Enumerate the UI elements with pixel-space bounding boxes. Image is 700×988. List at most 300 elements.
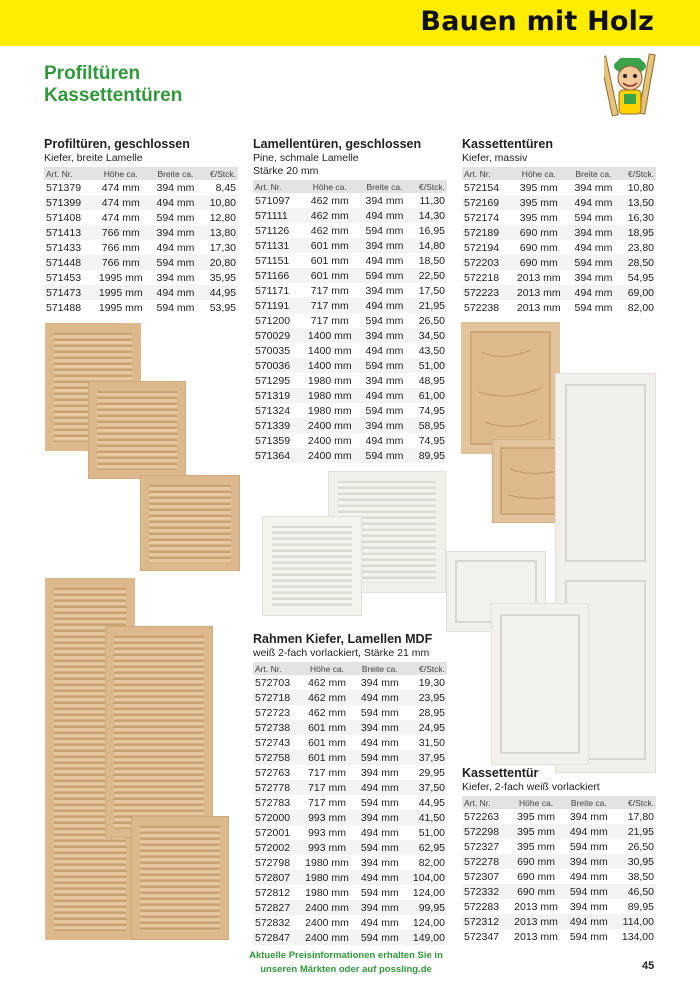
breite-cell: 394 mm bbox=[365, 284, 404, 297]
table-row bbox=[462, 285, 656, 300]
table-row bbox=[253, 855, 447, 870]
art-nr-cell: 572278 bbox=[462, 854, 508, 869]
table-row bbox=[44, 255, 238, 270]
footer-note-line1: Aktuelle Preisinformationen erhalten Sie in bbox=[249, 950, 443, 961]
table-row bbox=[253, 388, 447, 403]
col-hoehe: Höhe ca. bbox=[508, 796, 564, 809]
col-breite: Breite ca. bbox=[355, 662, 404, 675]
col-hoehe: Höhe ca. bbox=[510, 167, 568, 180]
table-row bbox=[44, 210, 238, 225]
table-header bbox=[44, 167, 238, 180]
col-art: Art. Nr. bbox=[253, 180, 301, 193]
art-nr-cell: 571200 bbox=[255, 314, 291, 327]
art-nr-cell: 572723 bbox=[255, 706, 291, 719]
art-nr-cell: 571364 bbox=[253, 448, 301, 463]
hoehe-cell: 766 mm bbox=[101, 241, 140, 254]
breite-cell: 394 mm bbox=[569, 900, 608, 913]
preis-cell: 124,00 bbox=[412, 886, 445, 899]
section-profiltueren bbox=[44, 136, 238, 315]
art-nr-cell: 572347 bbox=[464, 930, 500, 943]
hoehe-cell: 1980 mm bbox=[301, 388, 359, 403]
breite-cell: 494 mm bbox=[365, 344, 404, 357]
table-row bbox=[44, 195, 238, 210]
table-row bbox=[44, 285, 238, 300]
hoehe-cell: 395 mm bbox=[519, 181, 558, 194]
breite-cell: 394 mm bbox=[564, 854, 613, 869]
art-nr-cell: 571126 bbox=[255, 224, 290, 237]
art-nr-cell: 571359 bbox=[255, 434, 291, 447]
art-nr-cell: 572000 bbox=[253, 810, 299, 825]
breite-cell: 594 mm bbox=[574, 211, 613, 224]
table-header bbox=[253, 662, 447, 675]
art-nr-cell: 572154 bbox=[464, 181, 500, 194]
hoehe-cell: 1400 mm bbox=[301, 358, 359, 373]
table-row bbox=[253, 885, 447, 900]
breite-cell: 594 mm bbox=[360, 706, 399, 719]
breite-cell: 494 mm bbox=[359, 388, 410, 403]
preis-cell: 11,30 bbox=[419, 194, 445, 207]
art-nr-cell: 571319 bbox=[253, 388, 301, 403]
preis-cell: 61,00 bbox=[410, 388, 447, 403]
preis-cell: 43,50 bbox=[418, 344, 445, 357]
table-row bbox=[462, 929, 656, 944]
hoehe-cell: 2400 mm bbox=[299, 930, 355, 945]
preis-cell: 16,95 bbox=[418, 224, 445, 237]
preis-cell: 22,50 bbox=[410, 268, 447, 283]
table-header bbox=[462, 167, 656, 180]
table-row bbox=[462, 270, 656, 285]
col-breite: Breite ca. bbox=[150, 167, 201, 180]
breite-cell: 394 mm bbox=[360, 766, 399, 779]
preis-cell: 46,50 bbox=[613, 884, 656, 899]
preis-cell: 34,50 bbox=[410, 328, 447, 343]
hoehe-cell: 1400 mm bbox=[307, 344, 352, 357]
preis-cell: 124,00 bbox=[412, 916, 445, 929]
breite-cell: 494 mm bbox=[150, 195, 201, 210]
breite-cell: 394 mm bbox=[359, 238, 410, 253]
pine-louvre-door-bottom-image bbox=[131, 816, 229, 940]
preis-cell: 29,95 bbox=[418, 766, 445, 779]
art-nr-cell: 572263 bbox=[464, 810, 500, 823]
art-nr-cell: 571166 bbox=[253, 268, 301, 283]
art-nr-cell: 572743 bbox=[255, 736, 291, 749]
art-nr-cell: 572223 bbox=[462, 285, 510, 300]
section-title: Kassettentüren bbox=[462, 137, 553, 151]
hoehe-cell: 690 mm bbox=[517, 870, 555, 883]
preis-cell: 37,50 bbox=[404, 780, 447, 795]
section-subtitle: Kiefer, 2-fach weiß vorlackiert bbox=[462, 781, 600, 793]
preis-cell: 37,95 bbox=[404, 750, 447, 765]
preis-cell: 13,80 bbox=[201, 225, 238, 240]
art-nr-cell: 572763 bbox=[255, 766, 291, 779]
art-nr-cell: 571379 bbox=[46, 181, 82, 194]
art-nr-cell: 572798 bbox=[255, 856, 291, 869]
table-row bbox=[253, 328, 447, 343]
preis-cell: 134,00 bbox=[621, 930, 654, 943]
art-nr-cell: 572738 bbox=[253, 720, 299, 735]
table-row bbox=[253, 268, 447, 283]
art-nr-cell: 572307 bbox=[464, 870, 500, 883]
hoehe-cell: 2400 mm bbox=[299, 900, 355, 915]
art-nr-cell: 572718 bbox=[253, 690, 299, 705]
table-row bbox=[44, 240, 238, 255]
hoehe-cell: 717 mm bbox=[299, 780, 355, 795]
preis-cell: 26,50 bbox=[627, 840, 654, 853]
breite-cell: 594 mm bbox=[360, 886, 399, 899]
hoehe-cell: 717 mm bbox=[310, 284, 349, 297]
carpenter-mascot-icon bbox=[604, 48, 656, 124]
breite-cell: 494 mm bbox=[365, 434, 404, 447]
hoehe-cell: 601 mm bbox=[301, 268, 359, 283]
section-subtitle: weiß 2-fach vorlackiert, Stärke 21 mm bbox=[253, 647, 430, 659]
table-header bbox=[253, 180, 447, 193]
art-nr-cell: 571295 bbox=[255, 374, 291, 387]
table-row bbox=[253, 765, 447, 780]
breite-cell: 394 mm bbox=[574, 181, 613, 194]
preis-cell: 38,50 bbox=[627, 870, 654, 883]
table-row bbox=[253, 915, 447, 930]
art-nr-cell: 572283 bbox=[464, 900, 500, 913]
breite-cell: 494 mm bbox=[568, 285, 619, 300]
table-row bbox=[462, 255, 656, 270]
hoehe-cell: 2013 mm bbox=[516, 301, 561, 314]
section-title: Rahmen Kiefer, Lamellen MDF bbox=[253, 632, 433, 646]
hoehe-cell: 690 mm bbox=[519, 241, 558, 254]
art-nr-cell: 572189 bbox=[462, 225, 510, 240]
art-nr-cell: 572174 bbox=[464, 211, 500, 224]
art-nr-cell: 570036 bbox=[253, 358, 301, 373]
breite-cell: 394 mm bbox=[360, 676, 399, 689]
breite-cell: 394 mm bbox=[359, 328, 410, 343]
breite-cell: 394 mm bbox=[574, 271, 613, 284]
hoehe-cell: 462 mm bbox=[299, 690, 355, 705]
hoehe-cell: 717 mm bbox=[301, 298, 359, 313]
col-art: Art. Nr. bbox=[44, 167, 92, 180]
table-row bbox=[462, 180, 656, 195]
art-nr-cell: 572847 bbox=[253, 930, 299, 945]
table-row bbox=[253, 283, 447, 298]
breite-cell: 494 mm bbox=[564, 914, 613, 929]
hoehe-cell: 395 mm bbox=[508, 824, 564, 839]
art-nr-cell: 572832 bbox=[255, 916, 291, 929]
table-row bbox=[253, 448, 447, 463]
col-preis: €/Stck. bbox=[404, 662, 447, 675]
preis-cell: 41,50 bbox=[404, 810, 447, 825]
art-nr-cell: 572203 bbox=[462, 255, 510, 270]
hoehe-cell: 1995 mm bbox=[98, 271, 143, 284]
hoehe-cell: 462 mm bbox=[310, 194, 349, 207]
art-nr-cell: 571171 bbox=[255, 284, 290, 297]
preis-cell: 104,00 bbox=[404, 870, 447, 885]
table-header bbox=[462, 796, 656, 809]
footer-note bbox=[232, 949, 460, 977]
table-row bbox=[462, 210, 656, 225]
hoehe-cell: 2400 mm bbox=[305, 916, 349, 929]
table-row bbox=[253, 193, 447, 208]
table-row bbox=[253, 810, 447, 825]
white-louvre-door-front-image bbox=[262, 516, 362, 616]
breite-cell: 494 mm bbox=[156, 241, 195, 254]
preis-cell: 10,80 bbox=[627, 181, 654, 194]
art-nr-cell: 571413 bbox=[44, 225, 92, 240]
breite-cell: 494 mm bbox=[150, 285, 201, 300]
preis-cell: 89,95 bbox=[410, 448, 447, 463]
price-table bbox=[462, 796, 656, 944]
price-table bbox=[44, 167, 238, 315]
art-nr-cell: 572327 bbox=[464, 840, 500, 853]
art-nr-cell: 571453 bbox=[46, 271, 82, 284]
hoehe-cell: 993 mm bbox=[299, 810, 355, 825]
breite-cell: 394 mm bbox=[359, 418, 410, 433]
table-row bbox=[462, 240, 656, 255]
table-row bbox=[253, 840, 447, 855]
art-nr-cell: 572312 bbox=[462, 914, 508, 929]
table-row bbox=[253, 403, 447, 418]
breite-cell: 594 mm bbox=[156, 211, 195, 224]
preis-cell: 44,95 bbox=[418, 796, 445, 809]
preis-cell: 24,95 bbox=[404, 720, 447, 735]
table-row bbox=[44, 225, 238, 240]
preis-cell: 14,80 bbox=[410, 238, 447, 253]
preis-cell: 13,50 bbox=[619, 195, 656, 210]
section-subtitle-2: Stärke 20 mm bbox=[253, 165, 319, 177]
hoehe-cell: 2013 mm bbox=[508, 914, 564, 929]
hoehe-cell: 2400 mm bbox=[307, 434, 352, 447]
hoehe-cell: 601 mm bbox=[299, 720, 355, 735]
breite-cell: 494 mm bbox=[574, 241, 613, 254]
art-nr-cell: 571111 bbox=[253, 208, 301, 223]
breite-cell: 494 mm bbox=[355, 870, 404, 885]
table-row bbox=[44, 180, 238, 195]
table-row bbox=[253, 900, 447, 915]
hoehe-cell: 690 mm bbox=[510, 225, 568, 240]
table-row bbox=[253, 675, 447, 690]
preis-cell: 16,30 bbox=[627, 211, 654, 224]
art-nr-cell: 572703 bbox=[255, 676, 291, 689]
breite-cell: 494 mm bbox=[355, 690, 404, 705]
breite-cell: 594 mm bbox=[574, 301, 613, 314]
breite-cell: 394 mm bbox=[355, 810, 404, 825]
hoehe-cell: 474 mm bbox=[101, 181, 140, 194]
breite-cell: 594 mm bbox=[365, 404, 404, 417]
breite-cell: 394 mm bbox=[365, 194, 404, 207]
hoehe-cell: 474 mm bbox=[101, 211, 140, 224]
breite-cell: 394 mm bbox=[156, 181, 195, 194]
section-title: Kassettentür bbox=[462, 766, 539, 780]
table-row bbox=[462, 869, 656, 884]
art-nr-cell: 572758 bbox=[253, 750, 299, 765]
hoehe-cell: 2013 mm bbox=[516, 271, 561, 284]
breite-cell: 494 mm bbox=[360, 736, 399, 749]
table-row bbox=[253, 705, 447, 720]
breite-cell: 594 mm bbox=[564, 884, 613, 899]
price-table bbox=[253, 662, 447, 945]
preis-cell: 10,80 bbox=[201, 195, 238, 210]
section-kassettentueren bbox=[462, 136, 656, 315]
table-row bbox=[253, 720, 447, 735]
art-nr-cell: 571408 bbox=[46, 211, 82, 224]
preis-cell: 74,95 bbox=[418, 434, 445, 447]
art-nr-cell: 572002 bbox=[253, 840, 299, 855]
white-panel-door-medium-image bbox=[491, 603, 589, 765]
preis-cell: 82,00 bbox=[418, 856, 445, 869]
art-nr-cell: 572001 bbox=[255, 826, 291, 839]
preis-cell: 19,30 bbox=[418, 676, 445, 689]
table-row bbox=[462, 300, 656, 315]
price-table bbox=[462, 167, 656, 315]
preis-cell: 62,95 bbox=[404, 840, 447, 855]
table-row bbox=[253, 418, 447, 433]
preis-cell: 44,95 bbox=[201, 285, 238, 300]
breite-cell: 494 mm bbox=[359, 298, 410, 313]
art-nr-cell: 570029 bbox=[253, 328, 301, 343]
price-table bbox=[253, 180, 447, 463]
breite-cell: 494 mm bbox=[360, 826, 399, 839]
breite-cell: 494 mm bbox=[569, 870, 608, 883]
art-nr-cell: 572218 bbox=[464, 271, 500, 284]
art-nr-cell: 571448 bbox=[44, 255, 92, 270]
preis-cell: 74,95 bbox=[418, 404, 445, 417]
hoehe-cell: 395 mm bbox=[517, 810, 555, 823]
art-nr-cell: 572812 bbox=[255, 886, 291, 899]
breite-cell: 594 mm bbox=[150, 255, 201, 270]
preis-cell: 12,80 bbox=[209, 211, 236, 224]
hoehe-cell: 766 mm bbox=[92, 225, 150, 240]
table-row bbox=[253, 795, 447, 810]
preis-cell: 21,95 bbox=[613, 824, 656, 839]
art-nr-cell: 571131 bbox=[253, 238, 301, 253]
col-hoehe: Höhe ca. bbox=[301, 180, 359, 193]
hoehe-cell: 993 mm bbox=[308, 826, 346, 839]
table-row bbox=[253, 690, 447, 705]
hoehe-cell: 2013 mm bbox=[510, 285, 568, 300]
col-preis: €/Stck. bbox=[613, 796, 656, 809]
preis-cell: 51,00 bbox=[418, 826, 445, 839]
breite-cell: 594 mm bbox=[360, 796, 399, 809]
hoehe-cell: 1980 mm bbox=[307, 404, 352, 417]
preis-cell: 17,80 bbox=[627, 810, 654, 823]
table-row bbox=[253, 825, 447, 840]
hoehe-cell: 601 mm bbox=[301, 238, 359, 253]
art-nr-cell: 572298 bbox=[462, 824, 508, 839]
hoehe-cell: 2013 mm bbox=[514, 900, 558, 913]
breite-cell: 394 mm bbox=[156, 271, 195, 284]
breite-cell: 394 mm bbox=[355, 720, 404, 735]
col-preis: €/Stck. bbox=[201, 167, 238, 180]
preis-cell: 89,95 bbox=[627, 900, 654, 913]
preis-cell: 14,30 bbox=[410, 208, 447, 223]
col-breite: Breite ca. bbox=[564, 796, 613, 809]
breite-cell: 494 mm bbox=[365, 254, 404, 267]
hoehe-cell: 1980 mm bbox=[305, 886, 349, 899]
table-row bbox=[253, 223, 447, 238]
preis-cell: 114,00 bbox=[613, 914, 656, 929]
preis-cell: 30,95 bbox=[613, 854, 656, 869]
pine-panel-door-tall-image bbox=[461, 322, 560, 454]
breite-cell: 394 mm bbox=[568, 225, 619, 240]
preis-cell: 20,80 bbox=[201, 255, 238, 270]
hoehe-cell: 2400 mm bbox=[301, 418, 359, 433]
table-row bbox=[253, 735, 447, 750]
col-breite: Breite ca. bbox=[359, 180, 410, 193]
hoehe-cell: 601 mm bbox=[299, 750, 355, 765]
art-nr-cell: 571191 bbox=[253, 298, 301, 313]
table-row bbox=[253, 238, 447, 253]
breite-cell: 594 mm bbox=[355, 750, 404, 765]
hoehe-cell: 717 mm bbox=[308, 766, 346, 779]
breite-cell: 594 mm bbox=[568, 255, 619, 270]
hoehe-cell: 690 mm bbox=[508, 854, 564, 869]
page-number: 45 bbox=[642, 960, 655, 972]
art-nr-cell: 571151 bbox=[255, 254, 290, 267]
hoehe-cell: 462 mm bbox=[310, 224, 349, 237]
breite-cell: 494 mm bbox=[564, 824, 613, 839]
table-row bbox=[462, 195, 656, 210]
hoehe-cell: 717 mm bbox=[308, 796, 346, 809]
table-row bbox=[462, 824, 656, 839]
preis-cell: 82,00 bbox=[627, 301, 654, 314]
breite-cell: 594 mm bbox=[569, 930, 608, 943]
col-breite: Breite ca. bbox=[568, 167, 619, 180]
breite-cell: 594 mm bbox=[355, 930, 404, 945]
col-hoehe: Höhe ca. bbox=[92, 167, 150, 180]
table-row bbox=[253, 208, 447, 223]
hoehe-cell: 1980 mm bbox=[307, 374, 352, 387]
art-nr-cell: 572332 bbox=[462, 884, 508, 899]
col-preis: €/Stck. bbox=[410, 180, 447, 193]
art-nr-cell: 571433 bbox=[46, 241, 82, 254]
hoehe-cell: 601 mm bbox=[310, 254, 349, 267]
breite-cell: 494 mm bbox=[355, 780, 404, 795]
hoehe-cell: 462 mm bbox=[301, 208, 359, 223]
col-art: Art. Nr. bbox=[462, 796, 508, 809]
preis-cell: 28,50 bbox=[619, 255, 656, 270]
hoehe-cell: 2013 mm bbox=[514, 930, 558, 943]
preis-cell: 21,95 bbox=[410, 298, 447, 313]
art-nr-cell: 572238 bbox=[464, 301, 500, 314]
breite-cell: 594 mm bbox=[355, 840, 404, 855]
table-row bbox=[253, 930, 447, 945]
preis-cell: 48,95 bbox=[418, 374, 445, 387]
col-hoehe: Höhe ca. bbox=[299, 662, 355, 675]
preis-cell: 54,95 bbox=[627, 271, 654, 284]
section-title: Lamellentüren, geschlossen bbox=[253, 137, 422, 151]
hoehe-cell: 395 mm bbox=[510, 195, 568, 210]
hoehe-cell: 1995 mm bbox=[98, 301, 143, 314]
page-heading bbox=[44, 63, 182, 107]
preis-cell: 35,95 bbox=[209, 271, 236, 284]
section-lamellentueren bbox=[253, 136, 447, 463]
preis-cell: 18,95 bbox=[619, 225, 656, 240]
art-nr-cell: 572194 bbox=[464, 241, 500, 254]
preis-cell: 51,00 bbox=[410, 358, 447, 373]
preis-cell: 99,95 bbox=[404, 900, 447, 915]
breite-cell: 394 mm bbox=[365, 374, 404, 387]
table-row bbox=[462, 839, 656, 854]
breite-cell: 594 mm bbox=[569, 840, 608, 853]
table-row bbox=[253, 358, 447, 373]
hoehe-cell: 766 mm bbox=[92, 255, 150, 270]
page-heading-line2: Kassettentüren bbox=[44, 85, 183, 106]
preis-cell: 58,95 bbox=[410, 418, 447, 433]
table-row bbox=[253, 253, 447, 268]
section-kassettentuer-weiss bbox=[462, 765, 656, 944]
preis-cell: 8,45 bbox=[215, 181, 236, 194]
preis-cell: 26,50 bbox=[418, 314, 445, 327]
page-heading-line1: Profiltüren bbox=[44, 63, 141, 84]
preis-cell: 18,50 bbox=[418, 254, 445, 267]
breite-cell: 594 mm bbox=[359, 358, 410, 373]
